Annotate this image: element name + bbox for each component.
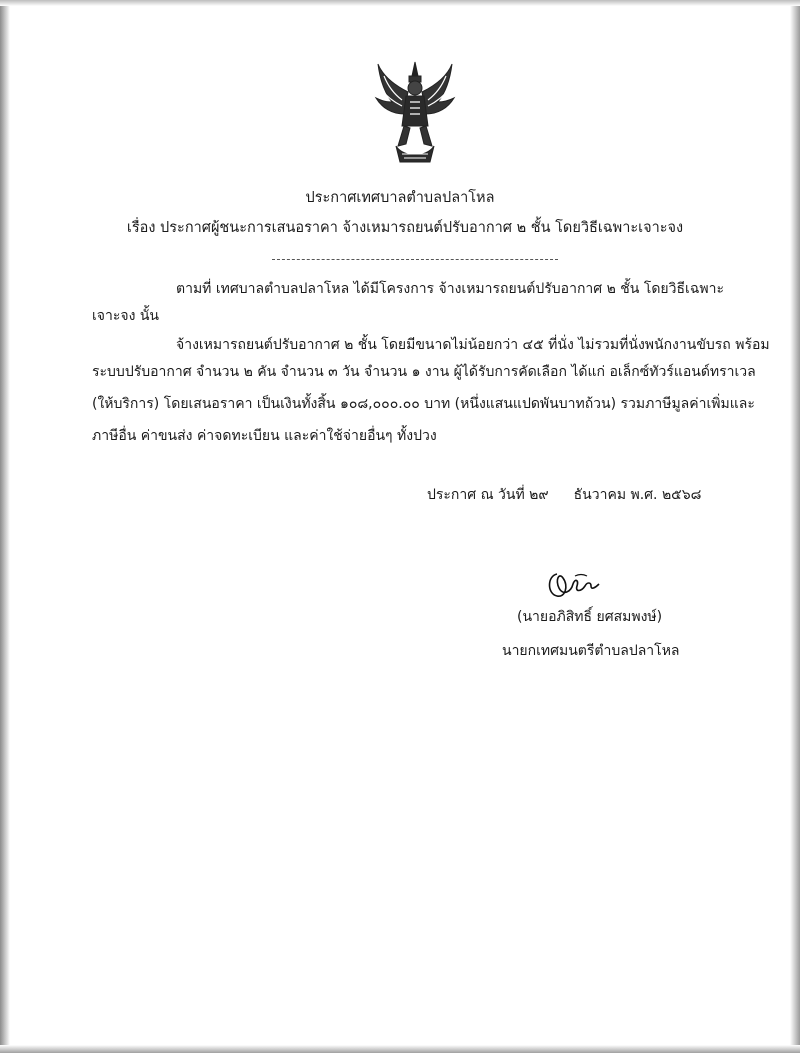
signer-name: (นายอภิสิทธิ์ ยศสมพงษ์) bbox=[517, 609, 663, 625]
scan-edge-left bbox=[0, 0, 10, 1053]
paragraph-2-line-3: (ให้บริการ) โดยเสนอราคา เป็นเงินทั้งสิ้น ๑๐๘,๐๐๐.๐๐ บาท (หนึ่งแสนแปดพันบาทถ้วน) รวมภาษีมูลค่าเพิ่มและ bbox=[92, 396, 755, 412]
paragraph-1-line-2: เจาะจง นั้น bbox=[92, 308, 159, 324]
announcement-org-title: ประกาศเทศบาลตำบลปลาโหล bbox=[305, 190, 495, 206]
date-suffix: ธันวาคม พ.ศ. ๒๕๖๘ bbox=[573, 487, 702, 503]
handwritten-signature bbox=[545, 566, 605, 602]
paragraph-2-line-4: ภาษีอื่น ค่าขนส่ง ค่าจดทะเบียน และค่าใช้จ่ายอื่นๆ ทั้งปวง bbox=[92, 428, 437, 444]
scan-edge-top bbox=[0, 0, 800, 6]
paragraph-2-line-1: จ้างเหมารถยนต์ปรับอากาศ ๒ ชั้น โดยมีขนาดไม่น้อยกว่า ๔๕ ที่นั่ง ไม่รวมที่นั่งพนักงานขับรถ พร้อม bbox=[176, 337, 770, 353]
scan-edge-bottom bbox=[0, 1045, 800, 1053]
date-prefix: ประกาศ ณ วันที่ bbox=[427, 487, 525, 503]
title-divider bbox=[272, 259, 558, 260]
announcement-subject: เรื่อง ประกาศผู้ชนะการเสนอราคา จ้างเหมารถยนต์ปรับอากาศ ๒ ชั้น โดยวิธีเฉพาะเจาะจง bbox=[126, 220, 684, 236]
paragraph-2-line-2: ระบบปรับอากาศ จำนวน ๒ คัน จำนวน ๓ วัน จำนวน ๑ งาน ผู้ได้รับการคัดเลือก ได้แก่ อเล็กซ์ทัวร์แอนด์ทราเวล bbox=[92, 364, 756, 380]
garuda-emblem-icon bbox=[370, 58, 460, 170]
paragraph-1-line-1: ตามที่ เทศบาลตำบลปลาโหล ได้มีโครงการ จ้างเหมารถยนต์ปรับอากาศ ๒ ชั้น โดยวิธีเฉพาะ bbox=[176, 281, 724, 297]
signer-position: นายกเทศมนตรีตำบลปลาโหล bbox=[502, 643, 680, 659]
date-day-handwritten: ๒๙ bbox=[529, 487, 549, 503]
announcement-date bbox=[427, 484, 701, 506]
scan-edge-right bbox=[790, 0, 800, 1053]
